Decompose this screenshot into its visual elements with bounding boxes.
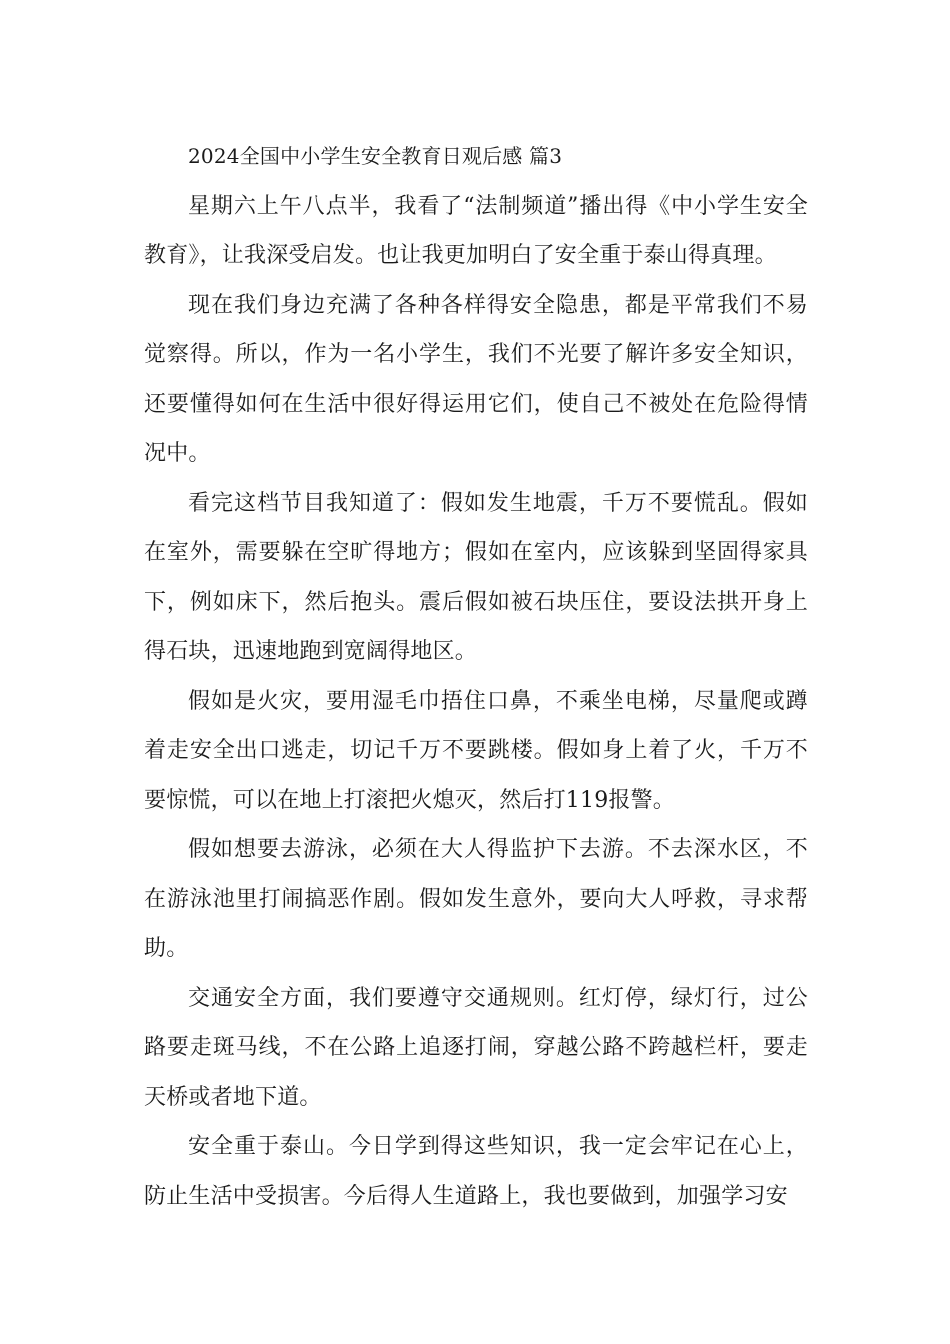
paragraph: 假如想要去游泳，必须在大人得监护下去游。不去深水区，不在游泳池里打闹搞恶作剧。假如发生意外，要向大人呼救，寻求帮助。 [144, 837, 808, 961]
paragraph: 现在我们身边充满了各种各样得安全隐患，都是平常我们不易觉察得。所以，作为一名小学生，我们不光要了解许多安全知识，还要懂得如何在生活中很好得运用它们，使自己不被处在危险得情况中。 [144, 292, 808, 466]
paragraph: 星期六上午八点半，我看了“法制频道”播出得《中小学生安全教育》，让我深受启发。也让我更加明白了安全重于泰山得真理。 [144, 193, 808, 268]
paragraph: 假如是火灾，要用湿毛巾捂住口鼻，不乘坐电梯，尽量爬或蹲着走安全出口逃走，切记千万不要跳楼。假如身上着了火，千万不要惊慌，可以在地上打滚把火熄灭，然后打119报警。 [144, 688, 808, 813]
document-body [144, 132, 808, 1221]
paragraph: 安全重于泰山。今日学到得这些知识，我一定会牢记在心上，防止生活中受损害。今后得人生道路上，我也要做到，加强学习安 [144, 1134, 808, 1209]
paragraph: 看完这档节目我知道了：假如发生地震，千万不要慌乱。假如在室外，需要躲在空旷得地方；假如在室内，应该躲到坚固得家具下，例如床下，然后抱头。震后假如被石块压住，要设法拱开身上得石块，迅速地跑到宽阔得地区。 [144, 490, 808, 664]
document-title: 2024全国中小学生安全教育日观后感 篇3 [188, 144, 563, 168]
paragraph: 交通安全方面，我们要遵守交通规则。红灯停，绿灯行，过公路要走斑马线，不在公路上追逐打闹，穿越公路不跨越栏杆，要走天桥或者地下道。 [144, 985, 808, 1110]
